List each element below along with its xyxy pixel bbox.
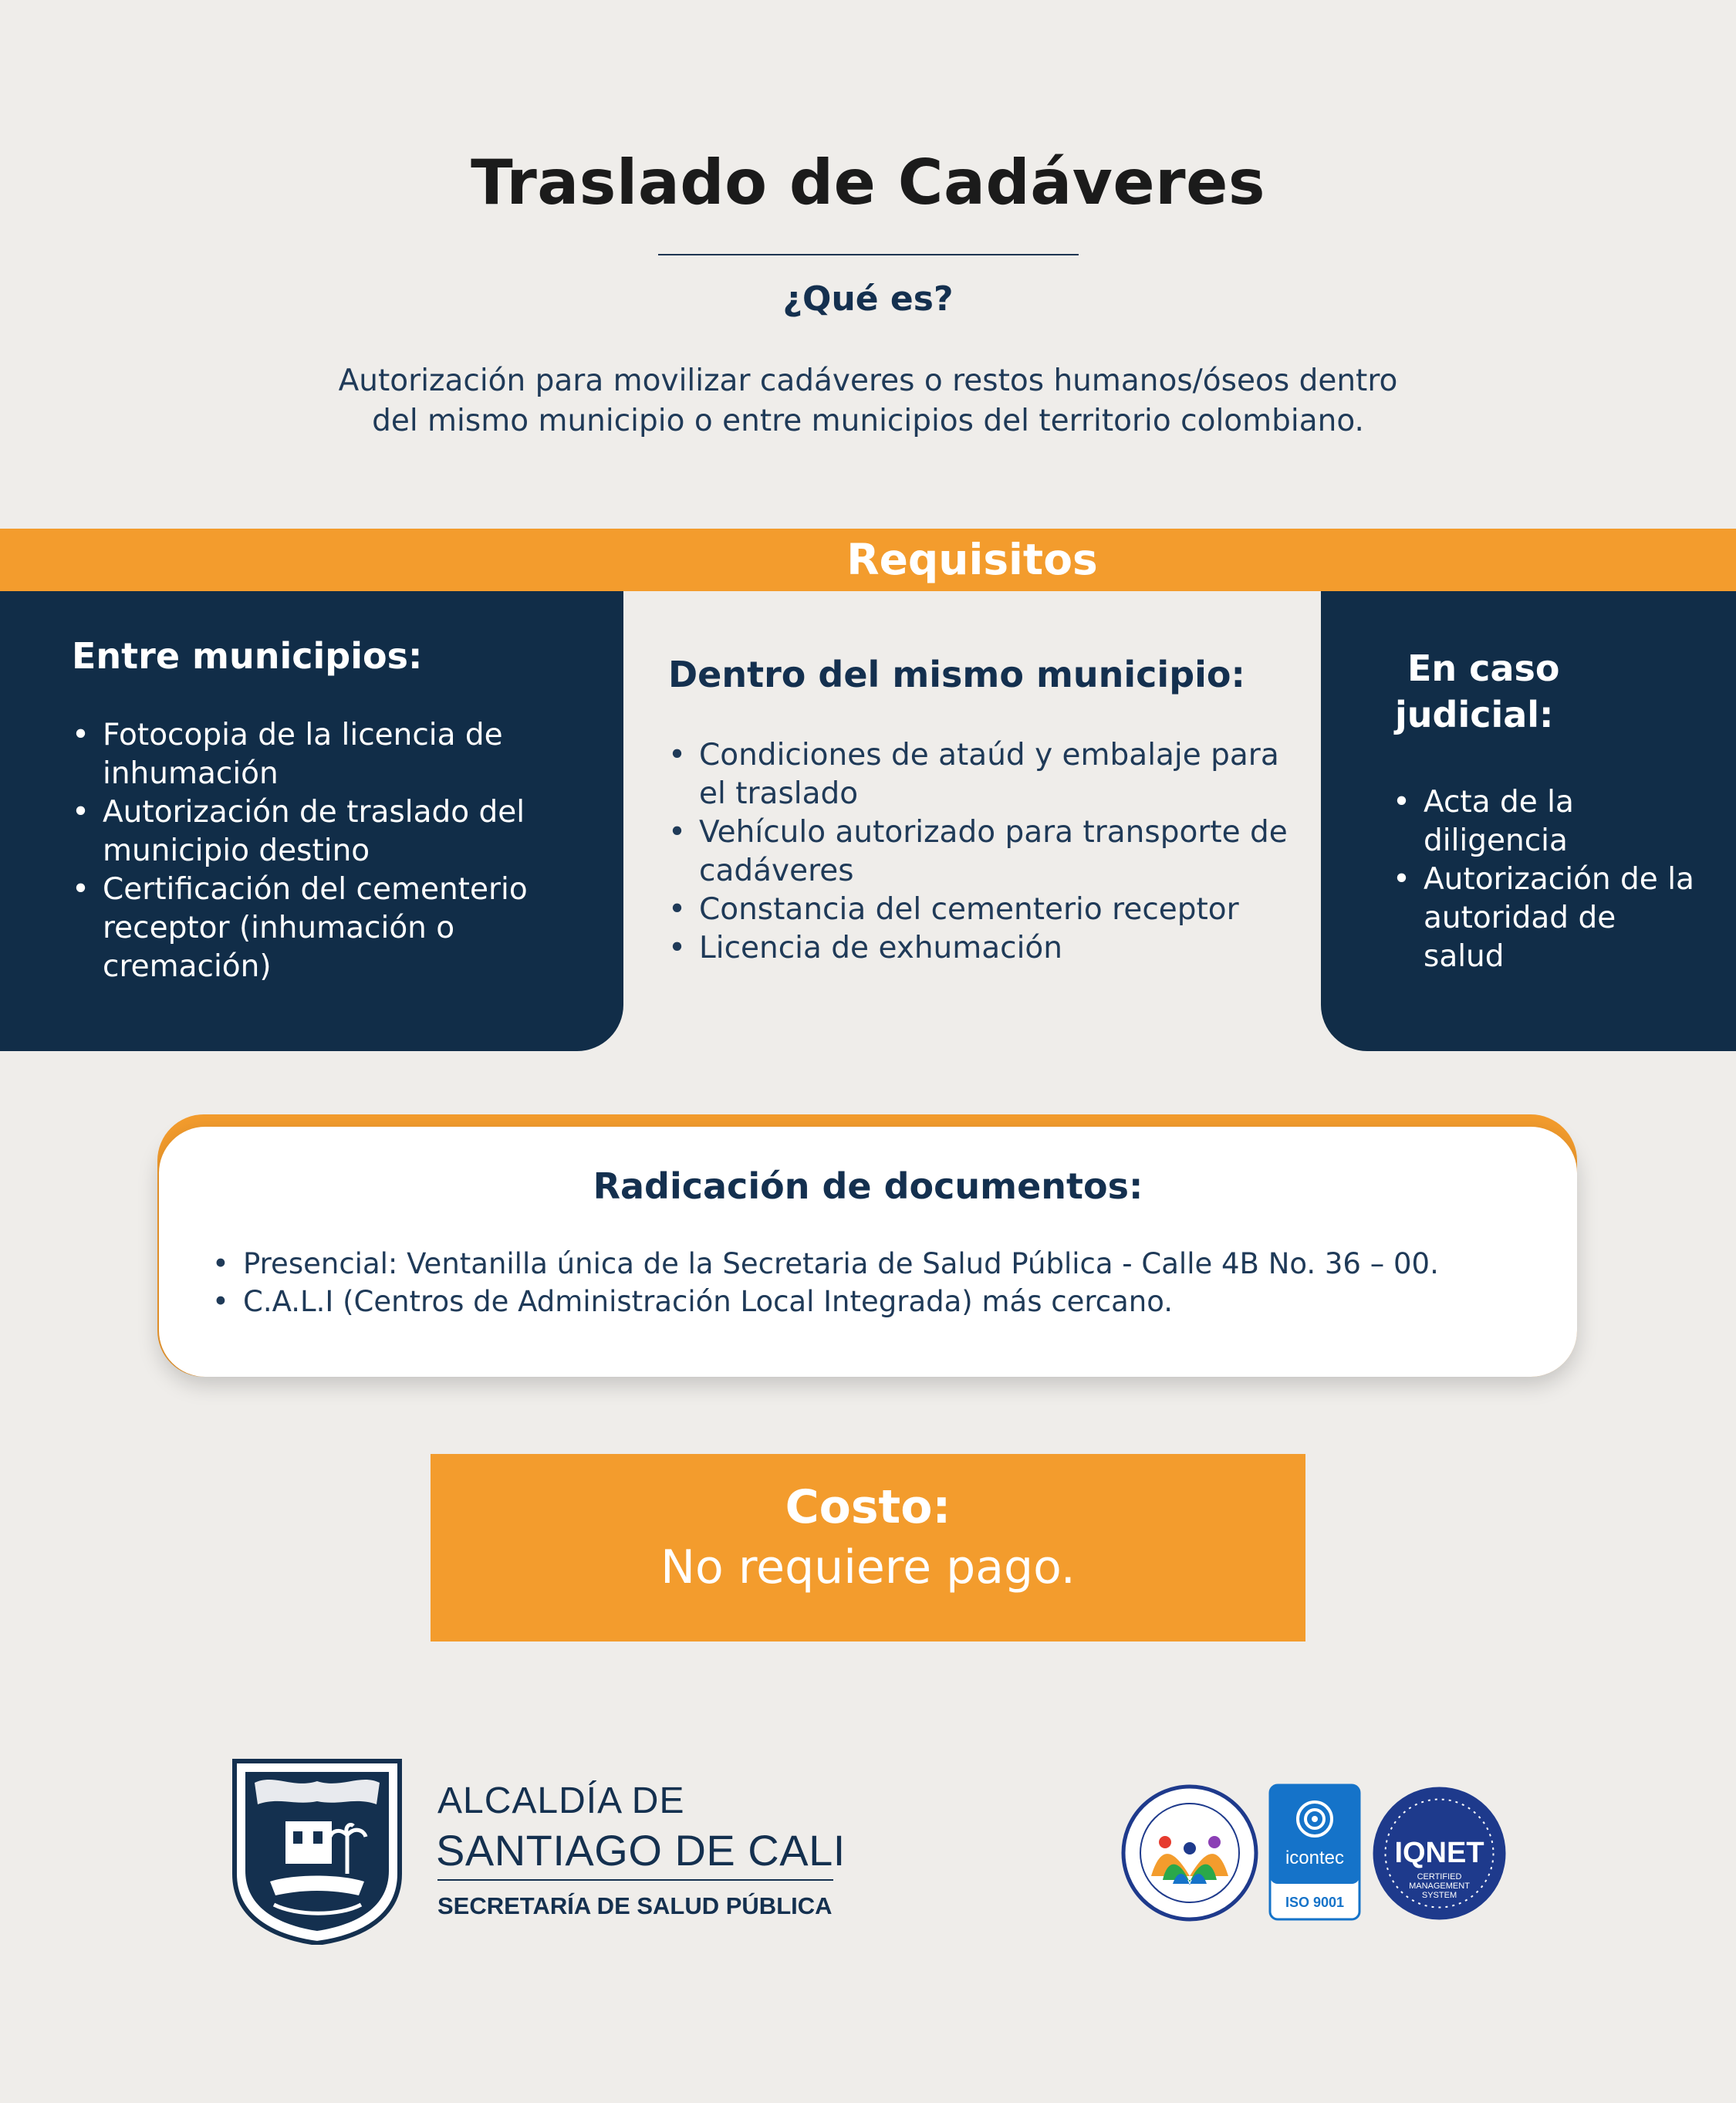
icontec-iso9001-seal-icon: [1268, 1783, 1361, 1921]
list-item: • Condiciones de ataúd y embalaje para el traslado: [668, 736, 1301, 813]
no-discrimination-seal-icon: [1120, 1783, 1259, 1922]
heading-line: judicial:: [1395, 694, 1554, 735]
entre-municipios-list: [72, 716, 612, 986]
caso-judicial-heading: [1395, 645, 1688, 738]
iqnet-sub: CERTIFIED: [1417, 1872, 1462, 1882]
list-item: • Certificación del cementerio receptor (inhumación o cremación): [72, 871, 612, 986]
icontec-text: icontec: [1285, 1848, 1345, 1868]
list-item: • Acta de la diligencia: [1393, 783, 1701, 860]
section-subtitle: ¿Qué es?: [782, 279, 954, 319]
requisitos-title: Requisitos: [846, 535, 1098, 584]
entre-municipios-heading: Entre municipios:: [72, 635, 423, 677]
org-department: SECRETARÍA DE SALUD PÚBLICA: [437, 1892, 833, 1919]
iqnet-sub: SYSTEM: [1421, 1891, 1457, 1900]
list-item: • C.A.L.I (Centros de Administración Local Integrada) más cercano.: [212, 1283, 1555, 1320]
intro-line: del mismo municipio o entre municipios del territorio colombiano.: [372, 404, 1364, 438]
title-divider: [658, 254, 1079, 255]
org-name-line2: SANTIAGO DE CALI: [436, 1826, 846, 1875]
mismo-municipio-list: [668, 736, 1301, 968]
list-item: • Constancia del cementerio receptor: [668, 891, 1301, 929]
caso-judicial-list: [1393, 783, 1701, 976]
cali-crest-logo: [231, 1758, 403, 1945]
page-title: Traslado de Cadáveres: [471, 147, 1265, 218]
iqnet-sub: MANAGEMENT: [1409, 1882, 1470, 1891]
heading-line: En caso: [1407, 647, 1560, 689]
list-item: • Vehículo autorizado para transporte de cadáveres: [668, 813, 1301, 891]
costo-value: No requiere pago.: [660, 1540, 1076, 1594]
radicacion-list: [212, 1245, 1555, 1320]
intro-line: Autorización para movilizar cadáveres o restos humanos/óseos dentro: [338, 363, 1398, 398]
list-item: • Fotocopia de la licencia de inhumación: [72, 716, 612, 793]
iqnet-seal-icon: [1371, 1785, 1508, 1922]
org-name-line1: ALCALDÍA DE: [437, 1780, 685, 1821]
list-item: • Presencial: Ventanilla única de la Secretaria de Salud Pública - Calle 4B No. 36 – 00.: [212, 1245, 1555, 1283]
list-item: • Autorización de la autoridad de salud: [1393, 860, 1701, 976]
radicacion-heading: Radicación de documentos:: [593, 1165, 1143, 1207]
org-divider: [437, 1879, 833, 1881]
iso-text: ISO 9001: [1285, 1895, 1345, 1910]
intro-paragraph: [255, 361, 1481, 441]
iqnet-text: IQNET: [1394, 1837, 1484, 1869]
costo-heading: Costo:: [785, 1480, 951, 1534]
list-item: • Licencia de exhumación: [668, 929, 1301, 968]
mismo-municipio-heading: Dentro del mismo municipio:: [668, 654, 1245, 695]
list-item: • Autorización de traslado del municipio destino: [72, 793, 612, 871]
